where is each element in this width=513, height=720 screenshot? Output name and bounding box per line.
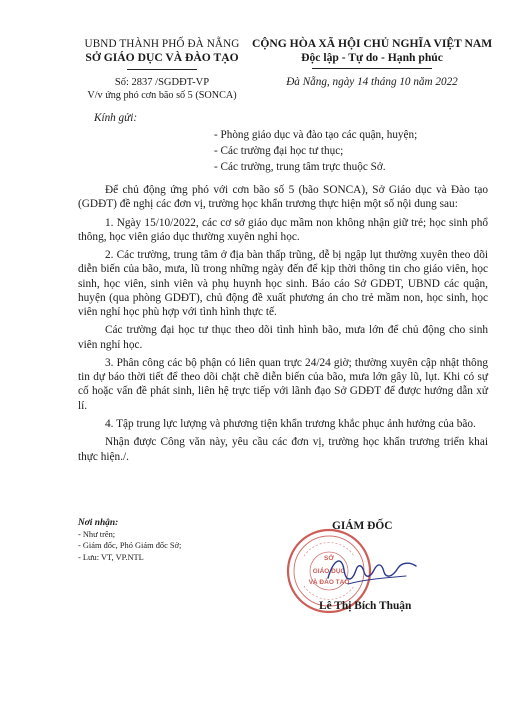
body-paragraph: 3. Phân công các bộ phận có liên quan trực 24/24 giờ; thường xuyên cập nhật thông tin dự báo thời tiết để theo dõi chặt chẽ diễn biến của bão, mưa lớn gây lũ, lụt. Khi có sự cố hoặc vấn đề phát sinh, liên hệ trực tiếp với lãnh đạo Sở GDĐT để được hướng dẫn xử lí. bbox=[78, 356, 488, 412]
document-date: Đà Nẵng, ngày 14 tháng 10 năm 2022 bbox=[286, 76, 458, 88]
distribution-title: Nơi nhận: bbox=[78, 518, 119, 528]
svg-text:VÀ ĐÀO TẠO: VÀ ĐÀO TẠO bbox=[308, 579, 350, 586]
national-motto: Độc lập - Tự do - Hạnh phúc bbox=[301, 51, 443, 64]
svg-text:GIÁO DỤC: GIÁO DỤC bbox=[312, 568, 346, 575]
body-paragraph: 2. Các trường, trung tâm ở địa bàn thấp trũng, dễ bị ngập lụt thường xuyên theo dõi diễn biến của bão, mưa, lũ trong những ngày đến để kịp thời thông tin cho giáo viên, học sinh, học viên, sinh viên và phụ huynh học sinh. Báo cáo Sở GDĐT, UBND các quận, huyện (qua phòng GDĐT), chủ động đề xuất phương án cho trẻ mầm non, học sinh, học viên nghỉ học phù hợp với tình hình thực tế. bbox=[78, 249, 488, 318]
distribution-item: - Lưu: VT, VP.NTL bbox=[78, 552, 144, 562]
signer-title: GIÁM ĐỐC bbox=[332, 520, 393, 532]
recipient-item: - Các trường, trung tâm trực thuộc Sở. bbox=[214, 160, 386, 173]
recipient-item: - Các trường đại học tư thục; bbox=[214, 144, 344, 157]
distribution-item: - Như trên; bbox=[78, 530, 116, 540]
svg-text:SỞ: SỞ bbox=[324, 555, 334, 562]
body-paragraph: 4. Tập trung lực lượng và phương tiện khẩn trương khắc phục ảnh hưởng của bão. bbox=[105, 417, 476, 430]
issuer-city: UBND THÀNH PHỐ ĐÀ NẴNG bbox=[84, 38, 240, 50]
issuer-block bbox=[62, 37, 262, 102]
country-name: CỘNG HÒA XÃ HỘI CHỦ NGHĨA VIỆT NAM bbox=[252, 37, 493, 50]
salutation: Kính gửi: bbox=[94, 112, 138, 124]
motto-divider bbox=[312, 68, 432, 69]
body-paragraph: Các trường đại học tư thục theo dõi tình hình bão, mưa lớn để chủ động cho sinh viên nghỉ học. bbox=[78, 324, 488, 351]
signer-name: Lê Thị Bích Thuận bbox=[319, 600, 412, 612]
document-number: Số: 2837 /SGDĐT-VP bbox=[114, 77, 210, 88]
distribution-item: - Giám đốc, Phó Giám đốc Sở; bbox=[78, 541, 182, 551]
issuer-department: SỞ GIÁO DỤC VÀ ĐÀO TẠO bbox=[85, 51, 239, 64]
body-paragraph: Để chủ động ứng phó với cơn bão số 5 (bão SONCA), Sở Giáo dục và Đào tạo (GDĐT) đề nghị các đơn vị, trường học khẩn trương thực hiện một số nội dung sau: bbox=[78, 184, 488, 211]
body-paragraph: 1. Ngày 15/10/2022, các cơ sở giáo dục mầm non không nhận giữ trẻ; học sinh phổ thông, học viên giáo dục thường xuyên nghỉ học. bbox=[78, 216, 488, 243]
body-paragraph: Nhận được Công văn này, yêu cầu các đơn vị, trường học khẩn trương triển khai thực hiện./. bbox=[78, 436, 488, 463]
distribution-list bbox=[78, 518, 248, 563]
national-header bbox=[252, 37, 492, 88]
recipient-item: - Phòng giáo dục và đào tạo các quận, huyện; bbox=[214, 129, 418, 141]
signature-icon bbox=[322, 548, 422, 594]
recipient-list bbox=[214, 128, 417, 175]
document-body bbox=[78, 183, 488, 468]
issuer-divider bbox=[127, 69, 197, 70]
document-subject: V/v ứng phó cơn bão số 5 (SONCA) bbox=[87, 90, 237, 101]
